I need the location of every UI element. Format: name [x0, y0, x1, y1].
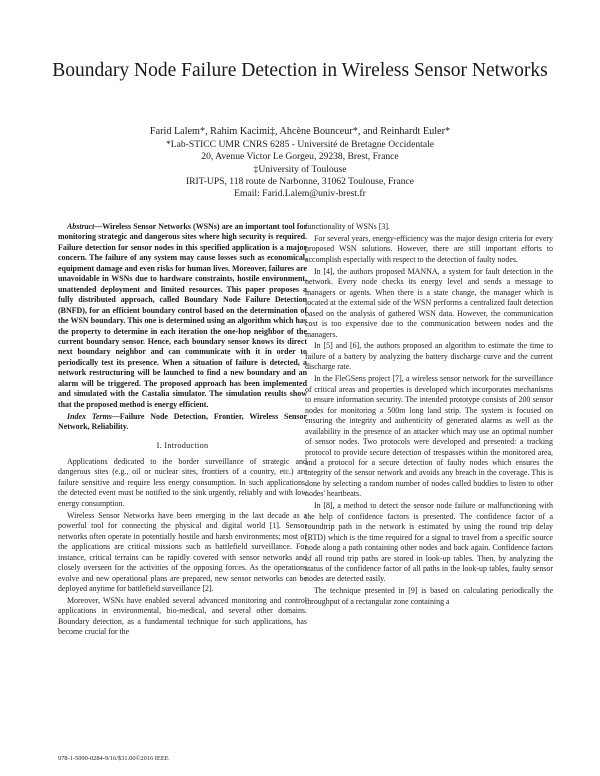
copyright-footer: 978-1-5090-0284-9/16/$31.00©2016 IEEE: [58, 755, 169, 762]
abstract-label: Abstract: [67, 222, 95, 231]
paragraph: functionality of WSNs [3].: [305, 222, 390, 231]
paragraph: Applications dedicated to the border surveillance of strategic and dangerous sites (e.g., oil or nuclear sites, frontiers of a country, etc.) are failure sensitive and require less energy consumption. In such applications, the detected event must be notified to the sink urgently, reliably and with low energy consumption.: [58, 457, 307, 508]
index-terms-label: Index Terms: [67, 411, 112, 421]
right-column: [305, 222, 553, 607]
index-terms: [58, 412, 307, 433]
paragraph: In the FleGSens project [7], a wireless sensor network for the surveillance of critical areas and properties is developed which incorporates mechanisms to ensure information security. The intended prototype consists of 200 sensor nodes for monitoring a 500m long land strip. The system is focused on ensuring the integrity and authenticity of generated alarms as well as the availability in the presence of an attacker which may use an optimal number of sensor nodes. Two protocols were developed and presented: a tracking protocol to provide secure detection of trespasses within the monitored area, and a protocol for a secure detection of faulty nodes which ensures the integrity of the sensor network and avoids any breach in the coverage. This is done by selecting a random number of nodes called buddies to listen to other nodes' heartbeats.: [305, 374, 553, 499]
author-block: [40, 126, 560, 200]
abstract-text: —Wireless Sensor Networks (WSNs) are an important tool for monitoring strategic and dangerous sites where high security is required. Failure detection for sensor nodes in this specified application is a major concern. The failure of any system may cause losses such as economical, equipment damage and even risks for human lives. Moreover, failures are unavoidable in WSNs due to hardware constraints, hostile environment, unattended deployment and limited resources. This paper proposes a fully distributed approach, called Boundary Node Failure Detection (BNFD), for an efficient boundary control based on the determination of the WSN boundary. This one is determined using an algorithm which has the property to determine in each iteration the one-hop neighbor of the current boundary sensor. Hence, each boundary sensor knows its direct next boundary neighbor and can communicate with it in order to periodically test its presence. When a situation of failure is detected, a network restructuring will be launched to find a new boundary and an alarm will be triggered. The proposed approach has been implemented and simulated with the Castalia simulator. The simulation results show that the proposed method is energy efficient.: [58, 222, 307, 409]
left-column: [58, 222, 307, 638]
author-names: Farid Lalem*, Rahim Kacimi‡, Ahcène Bounceur*, and Reinhardt Euler*: [149, 126, 451, 137]
index-terms-text: —Failure Node Detection, Frontier, Wireless Sensor Network, Reliability.: [58, 411, 307, 432]
affiliation-line: ‡University of Toulouse: [253, 163, 347, 175]
affiliation-line: IRIT-UPS, 118 route de Narbonne, 31062 Toulouse, France: [185, 175, 415, 187]
affiliation-line: 20, Avenue Victor Le Gorgeu, 29238, Brest, France: [201, 151, 399, 163]
affiliation-line: *Lab-STICC UMR CNRS 6285 - Université de Bretagne Occidentale: [165, 139, 435, 151]
section-heading: I. Introduction: [156, 440, 209, 450]
paper-title: Boundary Node Failure Detection in Wireless Sensor Networks: [52, 60, 548, 81]
paragraph: In [8], a method to detect the sensor node failure or malfunctioning with the help of confidence factors is presented. The confidence factor of a roundtrip path in the network is estimated by using the round trip delay (RTD) which is the time required for a signal to travel from a specific source node along a path containing other nodes and back again. Confidence factors of all round trip paths are stored in look-up tables. Then, by analyzing the status of the confidence factor of all paths in the look-up tables, faulty sensor nodes are detected easily.: [305, 501, 553, 584]
abstract: [58, 222, 307, 410]
paragraph: The technique presented in [9] is based on calculating periodically the throughput of a rectangular zone containing a: [305, 586, 553, 606]
paragraph: In [4], the authors proposed MANNA, a system for fault detection in the network. Every node checks its energy level and sends a message to managers or agents. When there is a state change, the manager which is located at the external side of the WSN performs a centralized fault detection based on the analysis of gathered WSN data. However, the communication cost is too expensive due to the communication between nodes and the managers.: [305, 266, 553, 339]
author-email: Email: Farid.Lalem@univ-brest.fr: [234, 188, 366, 200]
paragraph: For several years, energy-efficiency was the major design criteria for every proposed WSN solutions. However, there are still important efforts to accomplish especially with respect to the detection of faulty nodes.: [305, 233, 553, 264]
paragraph: Wireless Sensor Networks have been emerging in the last decade as a powerful tool for connecting the physical and digital world [1]. Sensor networks often operate in potentially hostile and harsh environments; most of the applications are critical missions such as battlefield surveillance. For instance, critical terrains can be rapidly covered with sensor networks and closely overseen for the activities of the opposing forces. As the operations evolve and new operational plans are prepared, new sensor networks can be deployed anytime for battlefield surveillance [2].: [58, 510, 307, 593]
paragraph: Moreover, WSNs have enabled several advanced monitoring and control applications in environmental, bio-medical, and several other domains. Boundary detection, as a fundamental technique for such applications, has become crucial for the: [58, 595, 307, 637]
paragraph: In [5] and [6], the authors proposed an algorithm to estimate the time to failure of a battery by analyzing the battery discharge curve and the current discharge rate.: [305, 341, 553, 372]
